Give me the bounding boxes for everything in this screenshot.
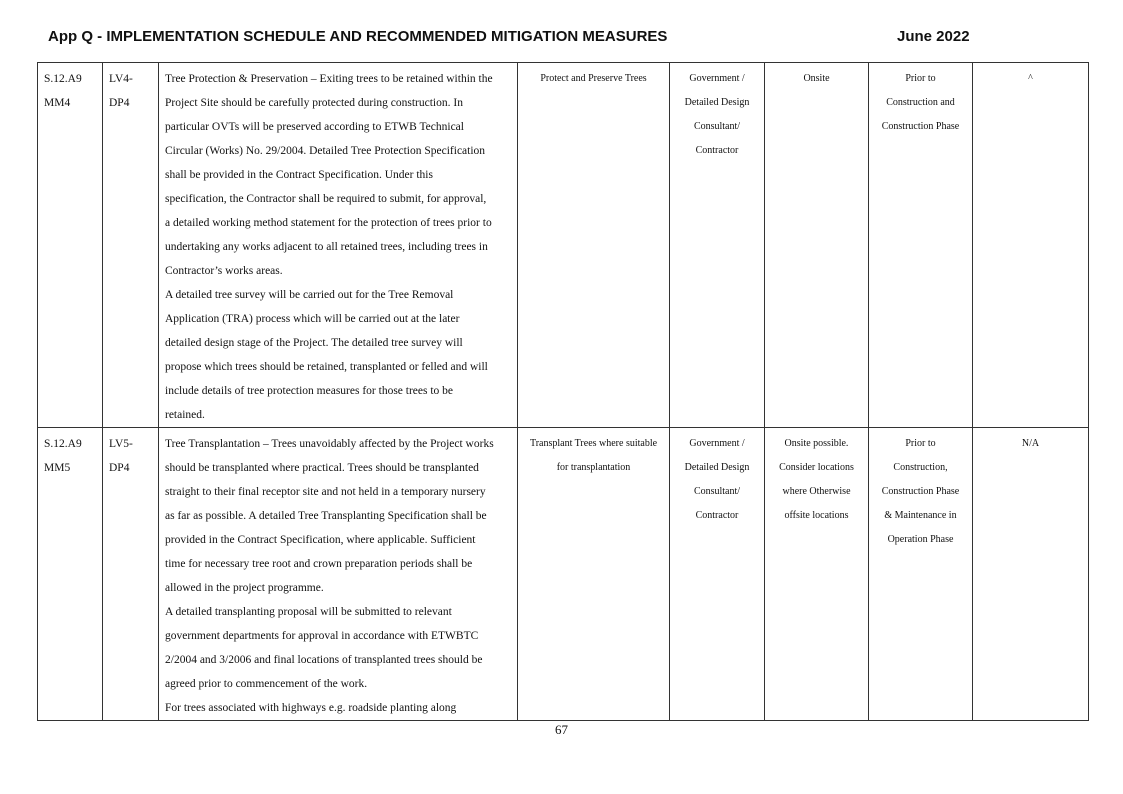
- text-line: LV4-: [109, 73, 133, 85]
- text-line: Consultant/: [693, 121, 741, 132]
- page-number: 67: [555, 722, 568, 737]
- text-line: Transplant Trees where suitable: [529, 438, 658, 449]
- requirement-cell: [973, 63, 1089, 428]
- text-line: Construction,: [893, 462, 948, 473]
- text-line: agreed prior to commencement of the work.: [165, 678, 368, 690]
- eia-ref-cell: [38, 63, 103, 428]
- location-ref-cell: [103, 428, 159, 721]
- table-row: [38, 428, 1089, 721]
- text-line: time for necessary tree root and crown preparation periods shall be: [165, 558, 473, 570]
- text-line: Onsite: [803, 73, 830, 84]
- text-line: Contractor: [695, 510, 739, 521]
- text-line: propose which trees should be retained, transplanted or felled and will: [165, 361, 488, 373]
- text-line: For trees associated with highways e.g. roadside planting along: [165, 702, 457, 714]
- text-line: Consultant/: [693, 486, 741, 497]
- timing-cell: [869, 63, 973, 428]
- text-line: undertaking any works adjacent to all retained trees, including trees in: [165, 241, 488, 253]
- location-cell: [765, 428, 869, 721]
- text-line: Contractor’s works areas.: [165, 265, 283, 277]
- requirement-cell: [973, 428, 1089, 721]
- text-line: Government /: [689, 438, 745, 449]
- text-line: where Otherwise: [782, 486, 851, 497]
- text-line: offsite locations: [784, 510, 849, 521]
- text-line: N/A: [1021, 438, 1040, 449]
- text-line: A detailed transplanting proposal will be submitted to relevant: [165, 606, 452, 618]
- text-line: Consider locations: [779, 462, 854, 473]
- mitigation-measures-cell: [159, 428, 518, 721]
- table-row: [38, 63, 1089, 428]
- text-line: Detailed Design: [684, 97, 750, 108]
- text-line: Tree Transplantation – Trees unavoidably affected by the Project works: [165, 438, 494, 450]
- text-line: straight to their final receptor site and not held in a temporary nursery: [165, 486, 486, 498]
- text-line: A detailed tree survey will be carried out for the Tree Removal: [165, 289, 454, 301]
- text-line: Construction and: [886, 97, 955, 108]
- text-line: shall be provided in the Contract Specification. Under this: [165, 169, 433, 181]
- text-line: LV5-: [109, 438, 133, 450]
- text-line: Prior to: [905, 438, 936, 449]
- text-line: 2/2004 and 3/2006 and final locations of transplanted trees should be: [165, 654, 483, 666]
- text-line: Contractor: [695, 145, 739, 156]
- text-line: as far as possible. A detailed Tree Transplanting Specification shall be: [165, 510, 487, 522]
- text-line: DP4: [109, 462, 130, 474]
- text-line: Government /: [689, 73, 745, 84]
- text-line: government departments for approval in accordance with ETWBTC: [165, 630, 479, 642]
- eia-ref-cell: [38, 428, 103, 721]
- text-line: a detailed working method statement for the protection of trees prior to: [165, 217, 492, 229]
- objectives-cell: [518, 63, 670, 428]
- text-line: Project Site should be carefully protected during construction. In: [165, 97, 463, 109]
- text-line: particular OVTs will be preserved according to ETWB Technical: [165, 121, 464, 133]
- text-line: Prior to: [905, 73, 936, 84]
- text-line: Operation Phase: [887, 534, 954, 545]
- text-line: Detailed Design: [684, 462, 750, 473]
- text-line: Protect and Preserve Trees: [540, 73, 647, 84]
- text-line: Construction Phase: [881, 486, 960, 497]
- objectives-cell: [518, 428, 670, 721]
- timing-cell: [869, 428, 973, 721]
- text-line: Onsite possible.: [784, 438, 849, 449]
- text-line: Circular (Works) No. 29/2004. Detailed Tree Protection Specification: [165, 145, 486, 157]
- text-line: retained.: [165, 409, 205, 421]
- location-cell: [765, 63, 869, 428]
- document-date: June 2022: [897, 28, 970, 45]
- text-line: provided in the Contract Specification, where applicable. Sufficient: [165, 534, 476, 546]
- text-line: specification, the Contractor shall be required to submit, for approval,: [165, 193, 487, 205]
- text-line: S.12.A9: [44, 73, 82, 85]
- text-line: should be transplanted where practical. Trees should be transplanted: [165, 462, 479, 474]
- implementation-agent-cell: [670, 63, 765, 428]
- text-line: for transplantation: [556, 462, 631, 473]
- text-line: include details of tree protection measures for those trees to be: [165, 385, 454, 397]
- location-ref-cell: [103, 63, 159, 428]
- mitigation-schedule-table: [37, 62, 1089, 721]
- text-line: & Maintenance in: [884, 510, 957, 521]
- text-line: ^: [1028, 73, 1033, 84]
- mitigation-measures-cell: [159, 63, 518, 428]
- text-line: DP4: [109, 97, 130, 109]
- document-title: App Q - IMPLEMENTATION SCHEDULE AND RECOMMENDED MITIGATION MEASURES: [48, 28, 668, 45]
- text-line: Application (TRA) process which will be carried out at the later: [165, 313, 460, 325]
- text-line: MM4: [44, 97, 71, 109]
- text-line: allowed in the project programme.: [165, 582, 324, 594]
- text-line: MM5: [44, 462, 71, 474]
- text-line: detailed design stage of the Project. The detailed tree survey will: [165, 337, 463, 349]
- text-line: S.12.A9: [44, 438, 82, 450]
- text-line: Construction Phase: [881, 121, 960, 132]
- text-line: Tree Protection & Preservation – Exiting trees to be retained within the: [165, 73, 493, 85]
- implementation-agent-cell: [670, 428, 765, 721]
